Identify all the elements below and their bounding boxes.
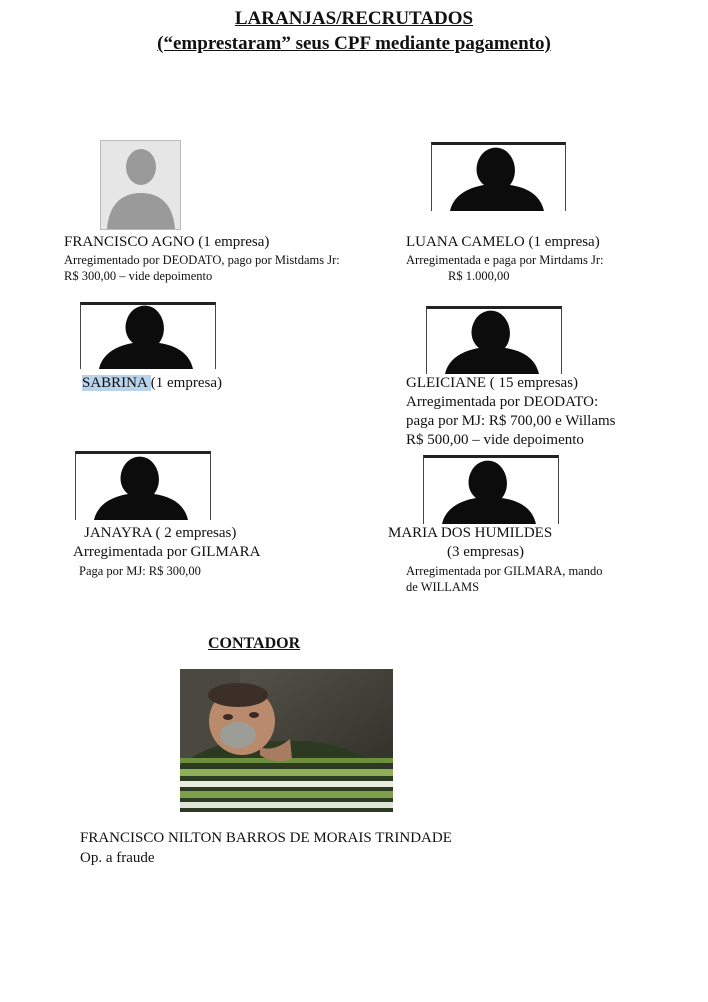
person-name-gleiciane: GLEICIANE ( 15 empresas) bbox=[406, 375, 579, 391]
hooded-silhouette-icon bbox=[75, 451, 211, 520]
person-name-janayra: JANAYRA ( 2 empresas) bbox=[84, 525, 237, 541]
person-detail: Arregimentada por GILMARA, mando bbox=[406, 564, 603, 578]
person-name-rest: (1 empresa) bbox=[150, 375, 222, 391]
person-detail: R$ 500,00 – vide depoimento bbox=[406, 432, 584, 448]
person-name-maria-dos-humildes: MARIA DOS HUMILDES bbox=[388, 525, 553, 541]
page-subtitle: (“emprestaram” seus CPF mediante pagamento) bbox=[157, 33, 551, 54]
person-detail: Paga por MJ: R$ 300,00 bbox=[79, 564, 201, 578]
person-detail: Arregimentado por DEODATO, pago por Mistdams Jr: bbox=[64, 253, 340, 267]
person-name-luana-camelo: LUANA CAMELO (1 empresa) bbox=[406, 234, 600, 250]
person-detail: R$ 300,00 – vide depoimento bbox=[64, 269, 213, 283]
person-detail: R$ 1.000,00 bbox=[448, 269, 510, 283]
person-name-sabrina bbox=[82, 374, 222, 392]
hooded-silhouette-icon bbox=[423, 455, 559, 524]
contador-name: FRANCISCO NILTON BARROS DE MORAIS TRINDADE bbox=[80, 830, 452, 846]
hooded-silhouette-icon bbox=[426, 306, 562, 374]
person-detail: de WILLAMS bbox=[406, 580, 480, 594]
person-detail: Arregimentada e paga por Mirtdams Jr: bbox=[406, 253, 604, 267]
section-heading-contador: CONTADOR bbox=[208, 635, 301, 652]
person-name-francisco-agno: FRANCISCO AGNO (1 empresa) bbox=[64, 234, 270, 250]
hooded-silhouette-icon bbox=[431, 142, 566, 211]
person-avatar-icon bbox=[100, 140, 181, 230]
person-detail: Arregimentada por DEODATO: bbox=[406, 394, 599, 410]
contador-role: Op. a fraude bbox=[80, 850, 155, 866]
person-detail: paga por MJ: R$ 700,00 e Willams bbox=[406, 413, 616, 429]
person-detail: Arregimentada por GILMARA bbox=[73, 544, 261, 560]
page-title: LARANJAS/RECRUTADOS bbox=[234, 8, 474, 29]
highlighted-name: SABRINA bbox=[82, 375, 151, 391]
contador-photo bbox=[180, 669, 393, 812]
hooded-silhouette-icon bbox=[80, 302, 216, 369]
person-detail: (3 empresas) bbox=[447, 544, 525, 560]
